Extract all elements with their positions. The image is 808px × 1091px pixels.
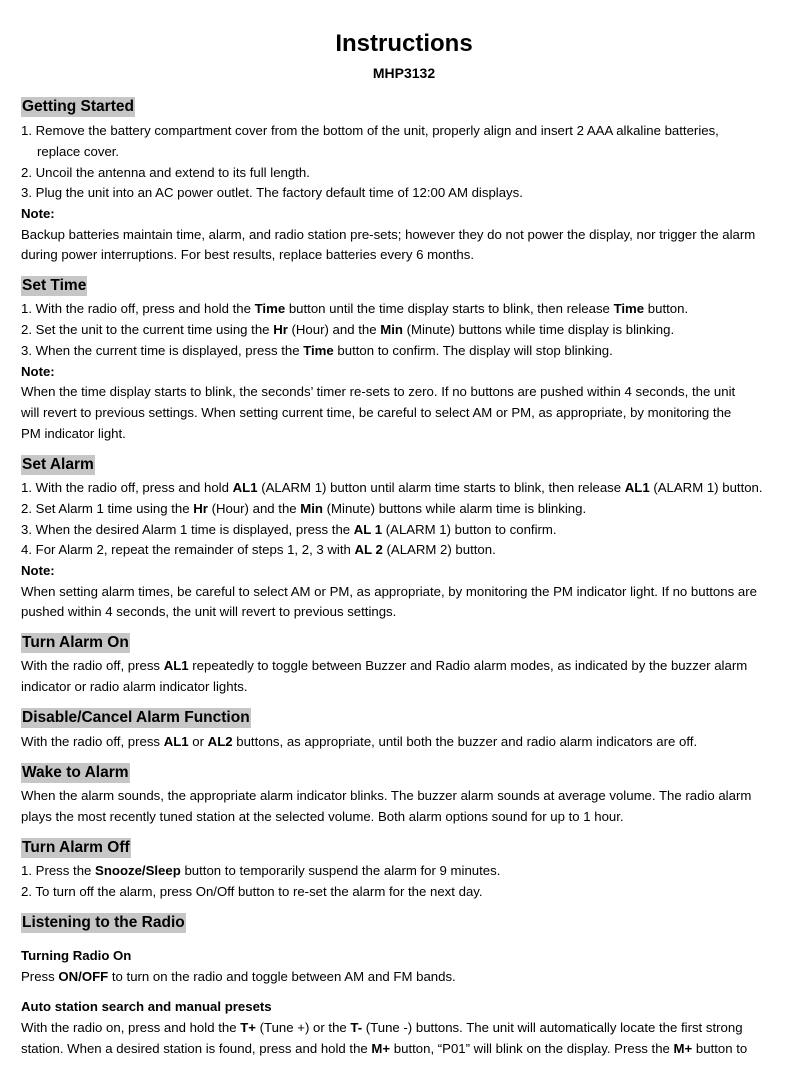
set-time-step-3: 3. When the current time is displayed, press the Time button to confirm. The display will stop blinking. xyxy=(21,343,613,358)
set-time-note-line: PM indicator light. xyxy=(21,426,126,441)
model-number: MHP3132 xyxy=(372,65,436,81)
heading-turn-alarm-on: Turn Alarm On xyxy=(22,634,129,651)
disable-alarm-line: With the radio off, press AL1 or AL2 buttons, as appropriate, until both the buzzer and radio alarm indicators are off. xyxy=(21,734,698,749)
getting-started-note-line: during power interruptions. For best results, replace batteries every 6 months. xyxy=(21,247,474,262)
heading-listening-radio: Listening to the Radio xyxy=(22,914,185,931)
set-alarm-step-2: 2. Set Alarm 1 time using the Hr (Hour) and the Min (Minute) buttons while alarm time is blinking. xyxy=(21,501,587,516)
wake-to-alarm-line: When the alarm sounds, the appropriate alarm indicator blinks. The buzzer alarm sounds at average volume. The radio alarm xyxy=(21,788,752,803)
auto-search-line: station. When a desired station is found, press and hold the M+ button, “P01” will blink on the display. Press the M+ button to xyxy=(21,1041,748,1056)
set-alarm-note-label: Note: xyxy=(21,563,55,578)
set-alarm-step-4: 4. For Alarm 2, repeat the remainder of steps 1, 2, 3 with AL 2 (ALARM 2) button. xyxy=(21,542,496,557)
wake-to-alarm-line: plays the most recently tuned station at the selected volume. Both alarm options sound for up to 1 hour. xyxy=(21,809,624,824)
set-alarm-note-line: pushed within 4 seconds, the unit will revert to previous settings. xyxy=(21,604,397,619)
set-time-note-label: Note: xyxy=(21,364,55,379)
turn-alarm-on-line: indicator or radio alarm indicator lights. xyxy=(21,679,248,694)
heading-disable-alarm: Disable/Cancel Alarm Function xyxy=(22,709,250,726)
set-time-step-1: 1. With the radio off, press and hold the Time button until the time display starts to blink, then release Time button. xyxy=(21,301,689,316)
heading-getting-started: Getting Started xyxy=(22,98,134,115)
heading-set-time: Set Time xyxy=(22,277,87,294)
auto-search-line: With the radio on, press and hold the T+ (Tune +) or the T- (Tune -) buttons. The unit will automatically locate the first strong xyxy=(21,1020,743,1035)
heading-set-alarm: Set Alarm xyxy=(22,456,94,473)
set-alarm-step-1: 1. With the radio off, press and hold AL1 (ALARM 1) button until alarm time starts to blink, then release AL1 (ALARM 1) button. xyxy=(21,480,763,495)
turn-alarm-off-step-2: 2. To turn off the alarm, press On/Off button to re-set the alarm for the next day. xyxy=(21,884,483,899)
set-time-note-line: will revert to previous settings. When setting current time, be careful to select AM or PM, as appropriate, by monitoring the xyxy=(21,405,732,420)
subheading-auto-station-search: Auto station search and manual presets xyxy=(21,999,272,1014)
getting-started-step-3: 3. Plug the unit into an AC power outlet. The factory default time of 12:00 AM displays. xyxy=(21,185,523,200)
set-time-step-2: 2. Set the unit to the current time using the Hr (Hour) and the Min (Minute) buttons while time display is blinking. xyxy=(21,322,675,337)
set-alarm-note-line: When setting alarm times, be careful to select AM or PM, as appropriate, by monitoring the PM indicator light. If no buttons are xyxy=(21,584,757,599)
getting-started-note-label: Note: xyxy=(21,206,55,221)
heading-turn-alarm-off: Turn Alarm Off xyxy=(22,839,130,856)
getting-started-step-1-cont: replace cover. xyxy=(37,144,120,159)
page-title: Instructions xyxy=(335,30,473,57)
getting-started-step-2: 2. Uncoil the antenna and extend to its full length. xyxy=(21,165,310,180)
getting-started-step-1: 1. Remove the battery compartment cover from the bottom of the unit, properly align and insert 2 AAA alkaline batteries, xyxy=(21,123,719,138)
subheading-turning-radio-on: Turning Radio On xyxy=(21,948,132,963)
turn-alarm-off-step-1: 1. Press the Snooze/Sleep button to temporarily suspend the alarm for 9 minutes. xyxy=(21,863,501,878)
set-time-note-line: When the time display starts to blink, the seconds’ timer re-sets to zero. If no buttons are pushed within 4 seconds, the unit xyxy=(21,384,736,399)
set-alarm-step-3: 3. When the desired Alarm 1 time is displayed, press the AL 1 (ALARM 1) button to confirm. xyxy=(21,522,557,537)
getting-started-note-line: Backup batteries maintain time, alarm, and radio station pre-sets; however they do not power the display, nor trigger the alarm xyxy=(21,227,756,242)
heading-wake-to-alarm: Wake to Alarm xyxy=(22,764,129,781)
radio-on-line: Press ON/OFF to turn on the radio and toggle between AM and FM bands. xyxy=(21,969,456,984)
turn-alarm-on-line: With the radio off, press AL1 repeatedly to toggle between Buzzer and Radio alarm modes, as indicated by the buzzer alarm xyxy=(21,658,748,673)
